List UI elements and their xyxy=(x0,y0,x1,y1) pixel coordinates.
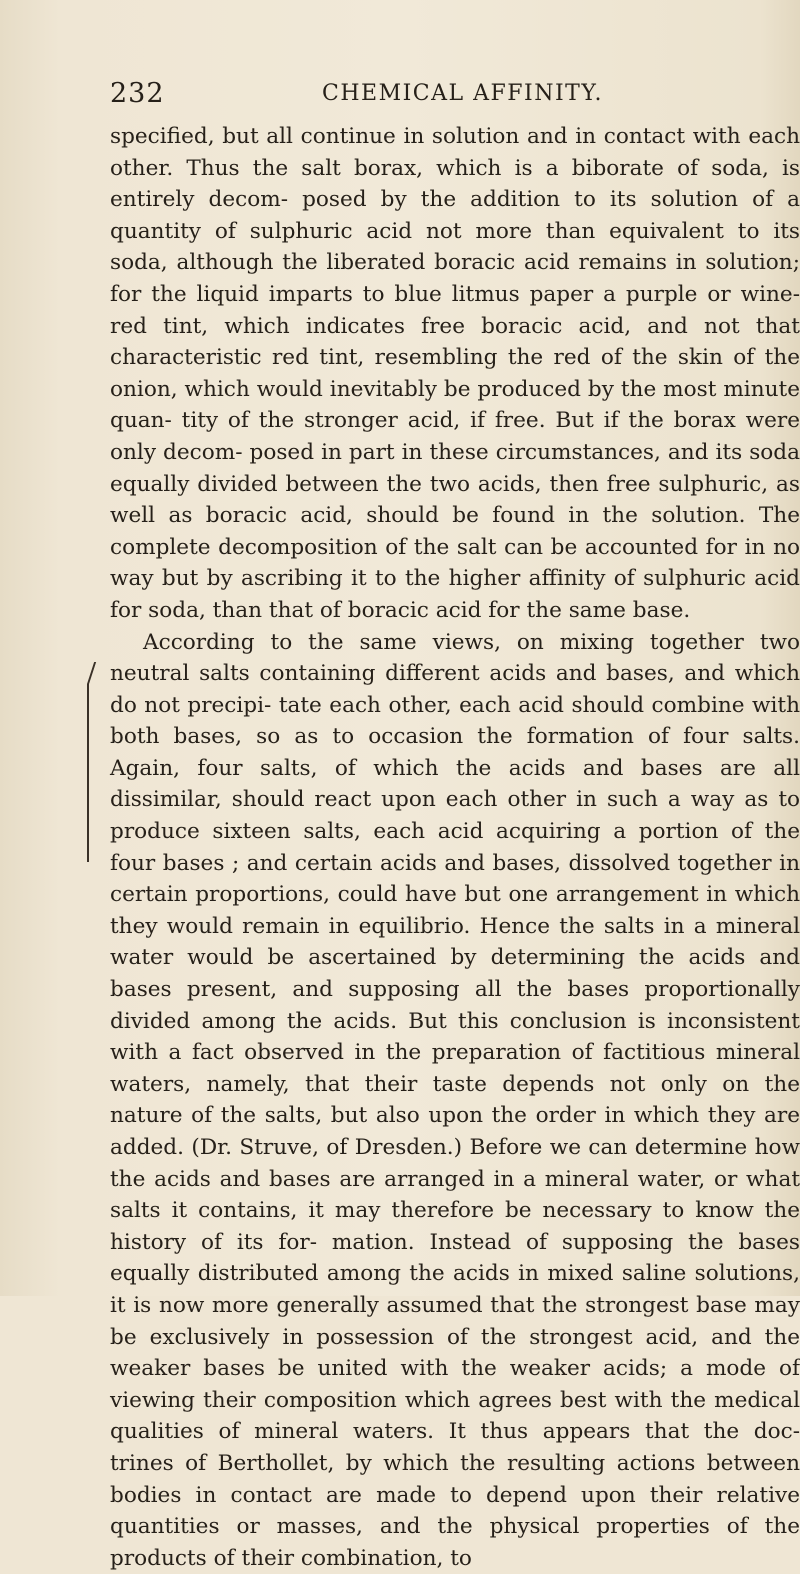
body-text xyxy=(110,121,800,1291)
page-number: 232 xyxy=(110,78,165,109)
paragraph-2: According to the same views, on mixing together two neutral salts containing different acids and bases, and which do not precipi- tate each other, each acid should combine with both bases, so as to occasion the formation of four salts. Again, four salts, of which the acids and bases are all dissimilar, should react upon each other in such a way as to produce sixteen salts, each acid acquiring a portion of the four bases ; and certain acids and bases, dissolved together in certain proportions, could have but one arrangement in which they would remain in equilibrio. Hence the salts in a mineral water would be ascertained by determining the acids and bases present, and supposing all the bases proportionally divided among the acids. But this conclusion is inconsistent with a fact observed in the preparation of factitious mineral waters, namely, that their taste depends not only on the nature of the salts, but also upon the order in which they are added. (Dr. Struve, of Dresden.) Before we can determine how the acids and bases are arranged in a mineral water, or what salts it contains, it may therefore be necessary to know the history of its for- mation. Instead of supposing the bases equally distributed among the acids in mixed saline solutions, it is now more generally assumed that the strongest base may be exclusively in possession of the strongest acid, and the weaker bases be united with the weaker acids; a mode of viewing their composition which agrees best with the medical qualities of mineral waters. It thus appears that the doc- trines of Berthollet, by which the resulting actions between bodies in contact are made to depend upon their relative quantities or masses, and the physical properties of the products of their combination, to xyxy=(110,627,800,1574)
margin-bracket-mark xyxy=(87,684,99,862)
running-head: CHEMICAL AFFINITY. xyxy=(322,81,603,106)
paragraph-1: specified, but all continue in solution and in contact with each other. Thus the salt borax, which is a biborate of soda, is entirely decom- posed by the addition to its solution of a quantity of sulphuric acid not more than equivalent to its soda, although the liberated boracic acid remains in solution; for the liquid imparts to blue litmus paper a purple or wine-red tint, which indicates free boracic acid, and not that characteristic red tint, resembling the red of the skin of the onion, which would inevitably be produced by the most minute quan- tity of the stronger acid, if free. But if the borax were only decom- posed in part in these circumstances, and its soda equally divided between the two acids, then free sulphuric, as well as boracic acid, should be found in the solution. The complete decomposition of the salt can be accounted for in no way but by ascribing it to the higher affinity of sulphuric acid for soda, than that of boracic acid for the same base. xyxy=(110,121,800,627)
page-header xyxy=(110,78,800,114)
